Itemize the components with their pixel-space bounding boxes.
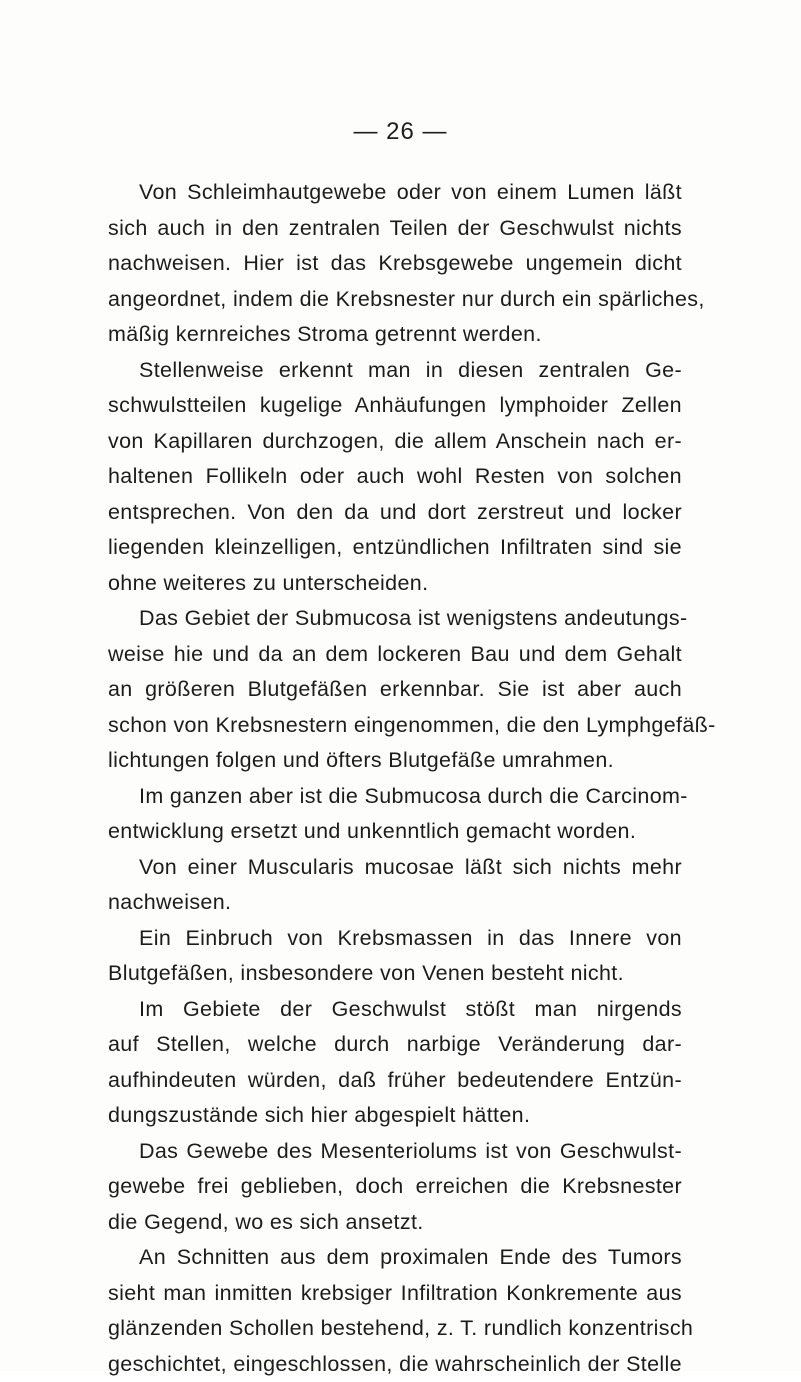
text-line: Im Gebiete der Geschwulst stößt man nirgends [108,992,682,1028]
text-line: angeordnet, indem die Krebsnester nur durch ein spärliches, [108,282,682,318]
paragraph [108,850,682,921]
text-line: nachweisen. [108,885,682,921]
text-line: entsprechen. Von den da und dort zerstreut und locker [108,495,682,531]
paragraph [108,921,682,992]
text-line: glänzenden Schollen bestehend, z. T. rundlich konzentrisch [108,1311,682,1347]
paragraph [108,1134,682,1241]
text-line: sich auch in den zentralen Teilen der Geschwulst nichts [108,211,682,247]
text-line: lichtungen folgen und öfters Blutgefäße umrahmen. [108,743,682,779]
text-line: an größeren Blutgefäßen erkennbar. Sie ist aber auch [108,672,682,708]
text-line: Von einer Muscularis mucosae läßt sich nichts mehr [108,850,682,886]
paragraph [108,992,682,1134]
paragraph [108,1240,682,1382]
body-text [108,175,682,1382]
text-line: An Schnitten aus dem proximalen Ende des Tumors [108,1240,682,1276]
paragraph [108,175,682,353]
text-line: auf Stellen, welche durch narbige Veränderung dar- [108,1027,682,1063]
paragraph [108,779,682,850]
text-line: aufhindeuten würden, daß früher bedeutendere Entzün- [108,1063,682,1099]
text-line: liegenden kleinzelligen, entzündlichen Infiltraten sind sie [108,530,682,566]
paragraph [108,601,682,779]
text-line: Im ganzen aber ist die Submucosa durch die Carcinom- [108,779,682,815]
text-line: gewebe frei geblieben, doch erreichen die Krebsnester [108,1169,682,1205]
text-line: Stellenweise erkennt man in diesen zentralen Ge- [108,353,682,389]
text-line: die Gegend, wo es sich ansetzt. [108,1205,682,1241]
text-line: Das Gewebe des Mesenteriolums ist von Geschwulst- [108,1134,682,1170]
text-line: Von Schleimhautgewebe oder von einem Lumen läßt [108,175,682,211]
text-line: haltenen Follikeln oder auch wohl Resten von solchen [108,459,682,495]
text-line: dungszustände sich hier abgespielt hätten. [108,1098,682,1134]
text-line: weise hie und da an dem lockeren Bau und dem Gehalt [108,637,682,673]
paragraph [108,353,682,602]
text-line: Ein Einbruch von Krebsmassen in das Innere von [108,921,682,957]
text-line: mäßig kernreiches Stroma getrennt werden. [108,317,682,353]
text-line: geschichtet, eingeschlossen, die wahrscheinlich der Stelle [108,1347,682,1382]
text-line: schwulstteilen kugelige Anhäufungen lymphoider Zellen [108,388,682,424]
text-line: schon von Krebsnestern eingenommen, die den Lymphgefäß- [108,708,682,744]
text-line: Das Gebiet der Submucosa ist wenigstens andeutungs- [108,601,682,637]
text-line: von Kapillaren durchzogen, die allem Anschein nach er- [108,424,682,460]
text-line: Blutgefäßen, insbesondere von Venen besteht nicht. [108,956,682,992]
text-line: entwicklung ersetzt und unkenntlich gemacht worden. [108,814,682,850]
text-line: sieht man inmitten krebsiger Infiltration Konkremente aus [108,1276,682,1312]
text-line: nachweisen. Hier ist das Krebsgewebe ungemein dicht [108,246,682,282]
page-number: — 26 — [0,118,801,146]
text-line: ohne weiteres zu unterscheiden. [108,566,682,602]
